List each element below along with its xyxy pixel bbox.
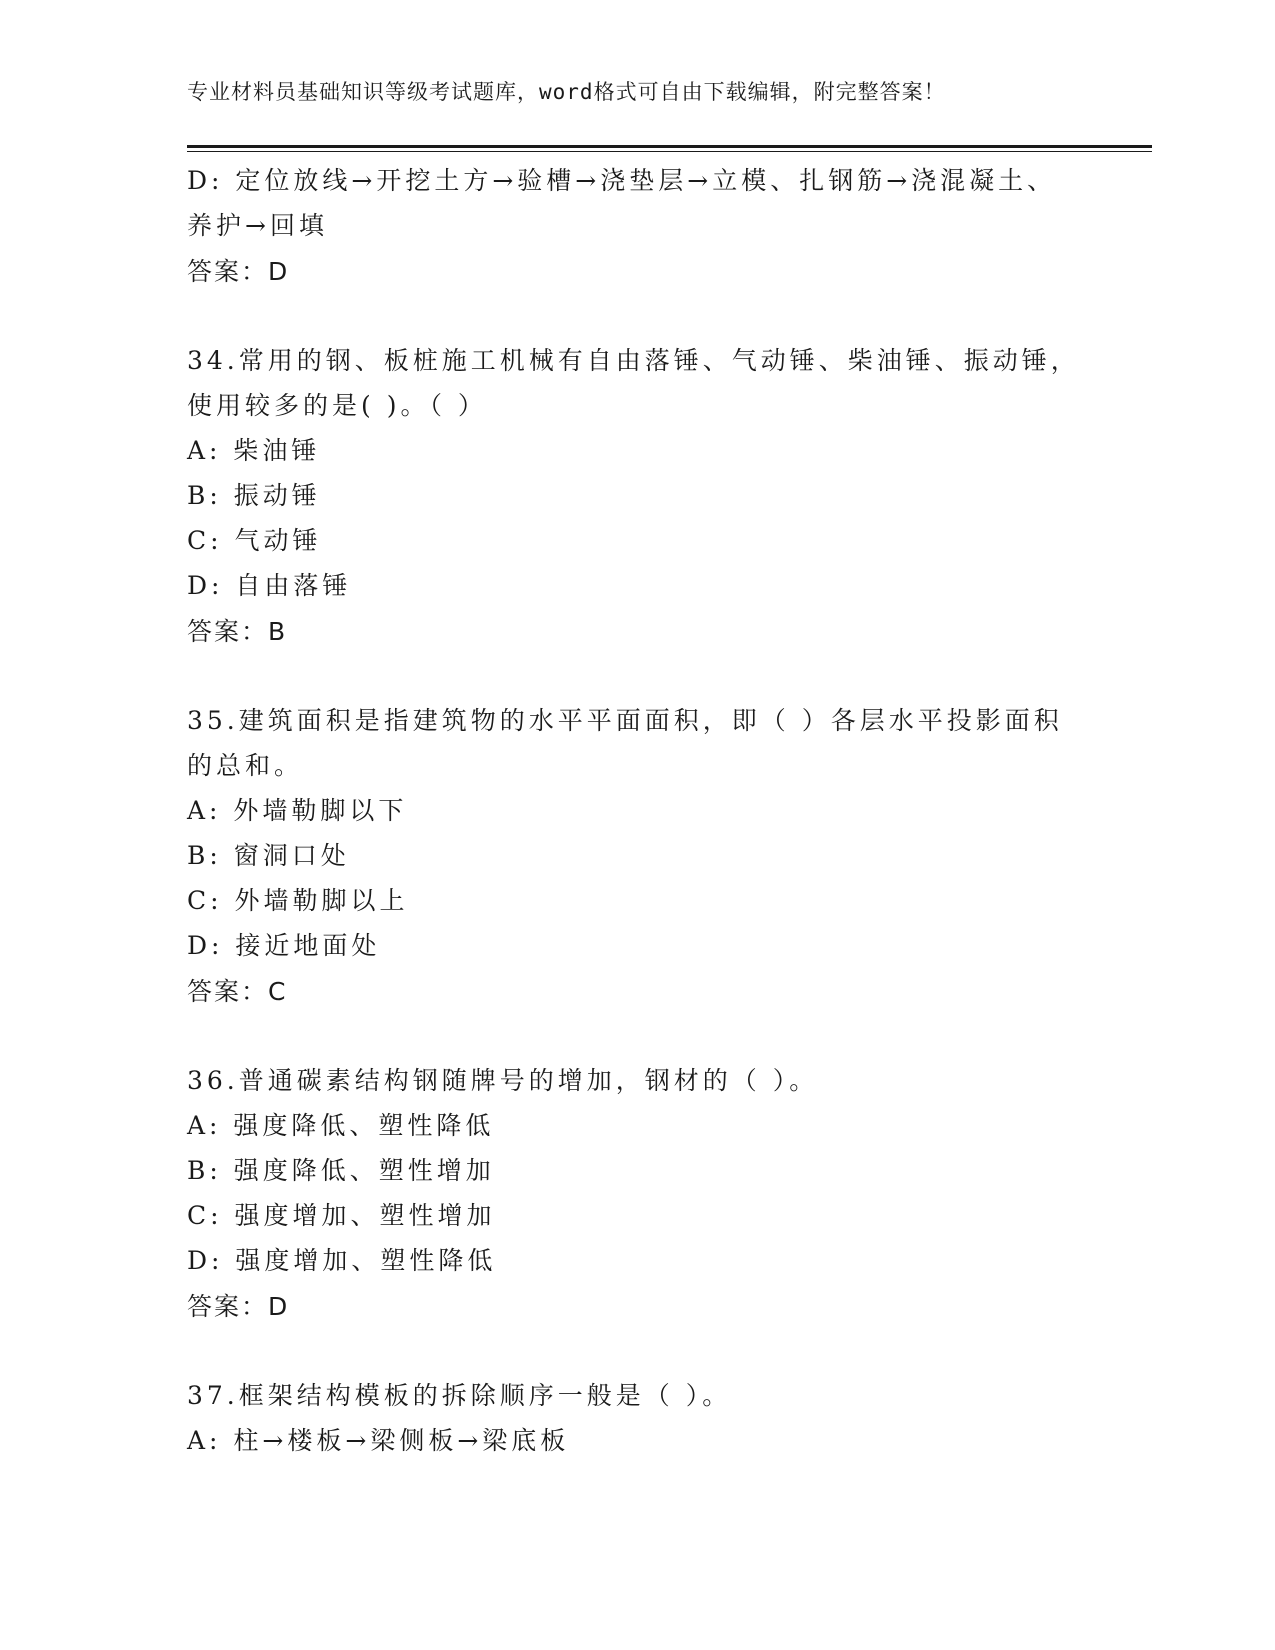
header-rule <box>187 145 1152 148</box>
answer: 答案：C <box>187 977 288 1006</box>
question-text: 35.建筑面积是指建筑物的水平平面面积，即（ ）各层水平投影面积 <box>187 706 1063 735</box>
option-a: A: 外墙勒脚以下 <box>187 796 408 825</box>
option-d: D: 接近地面处 <box>187 931 381 960</box>
option-b: B: 振动锤 <box>187 481 321 510</box>
option-c: C: 强度增加、塑性增加 <box>187 1201 496 1230</box>
question-text-cont: 使用较多的是( )。（ ） <box>187 391 487 420</box>
page-header: 专业材料员基础知识等级考试题库，word格式可自由下载编辑，附完整答案！ <box>187 80 946 104</box>
option-b: B: 强度降低、塑性增加 <box>187 1156 495 1185</box>
option-c: C: 外墙勒脚以上 <box>187 886 409 915</box>
question-block-37 <box>187 1373 1067 1463</box>
option-b: B: 窗洞口处 <box>187 841 350 870</box>
option-d: D: 强度增加、塑性降低 <box>187 1246 497 1275</box>
question-text: 34.常用的钢、板桩施工机械有自由落锤、气动锤、柴油锤、振动锤， <box>187 346 1080 375</box>
question-block-36 <box>187 1058 1067 1331</box>
question-text-cont: 的总和。 <box>187 751 304 780</box>
answer: 答案：D <box>187 1292 290 1321</box>
option-a: A: 强度降低、塑性降低 <box>187 1111 495 1140</box>
question-block-35 <box>187 698 1067 1016</box>
option-c: C: 气动锤 <box>187 526 322 555</box>
question-block-33 <box>187 158 1067 296</box>
question-block-34 <box>187 338 1080 656</box>
option-d-text-cont: 养护→回填 <box>187 211 328 240</box>
header-rule-thin <box>187 151 1152 152</box>
question-text: 37.框架结构模板的拆除顺序一般是（ ）。 <box>187 1381 732 1410</box>
option-d: D: 自由落锤 <box>187 571 352 600</box>
answer: 答案：B <box>187 617 288 646</box>
document-body <box>187 158 1080 1463</box>
option-d-text: D: 定位放线→开挖土方→验槽→浇垫层→立模、扎钢筋→浇混凝土、 <box>187 166 1057 195</box>
option-a: A: 柱→楼板→梁侧板→梁底板 <box>187 1426 570 1455</box>
question-text: 36.普通碳素结构钢随牌号的增加，钢材的（ ）。 <box>187 1066 819 1095</box>
option-a: A: 柴油锤 <box>187 436 321 465</box>
answer: 答案：D <box>187 257 290 286</box>
